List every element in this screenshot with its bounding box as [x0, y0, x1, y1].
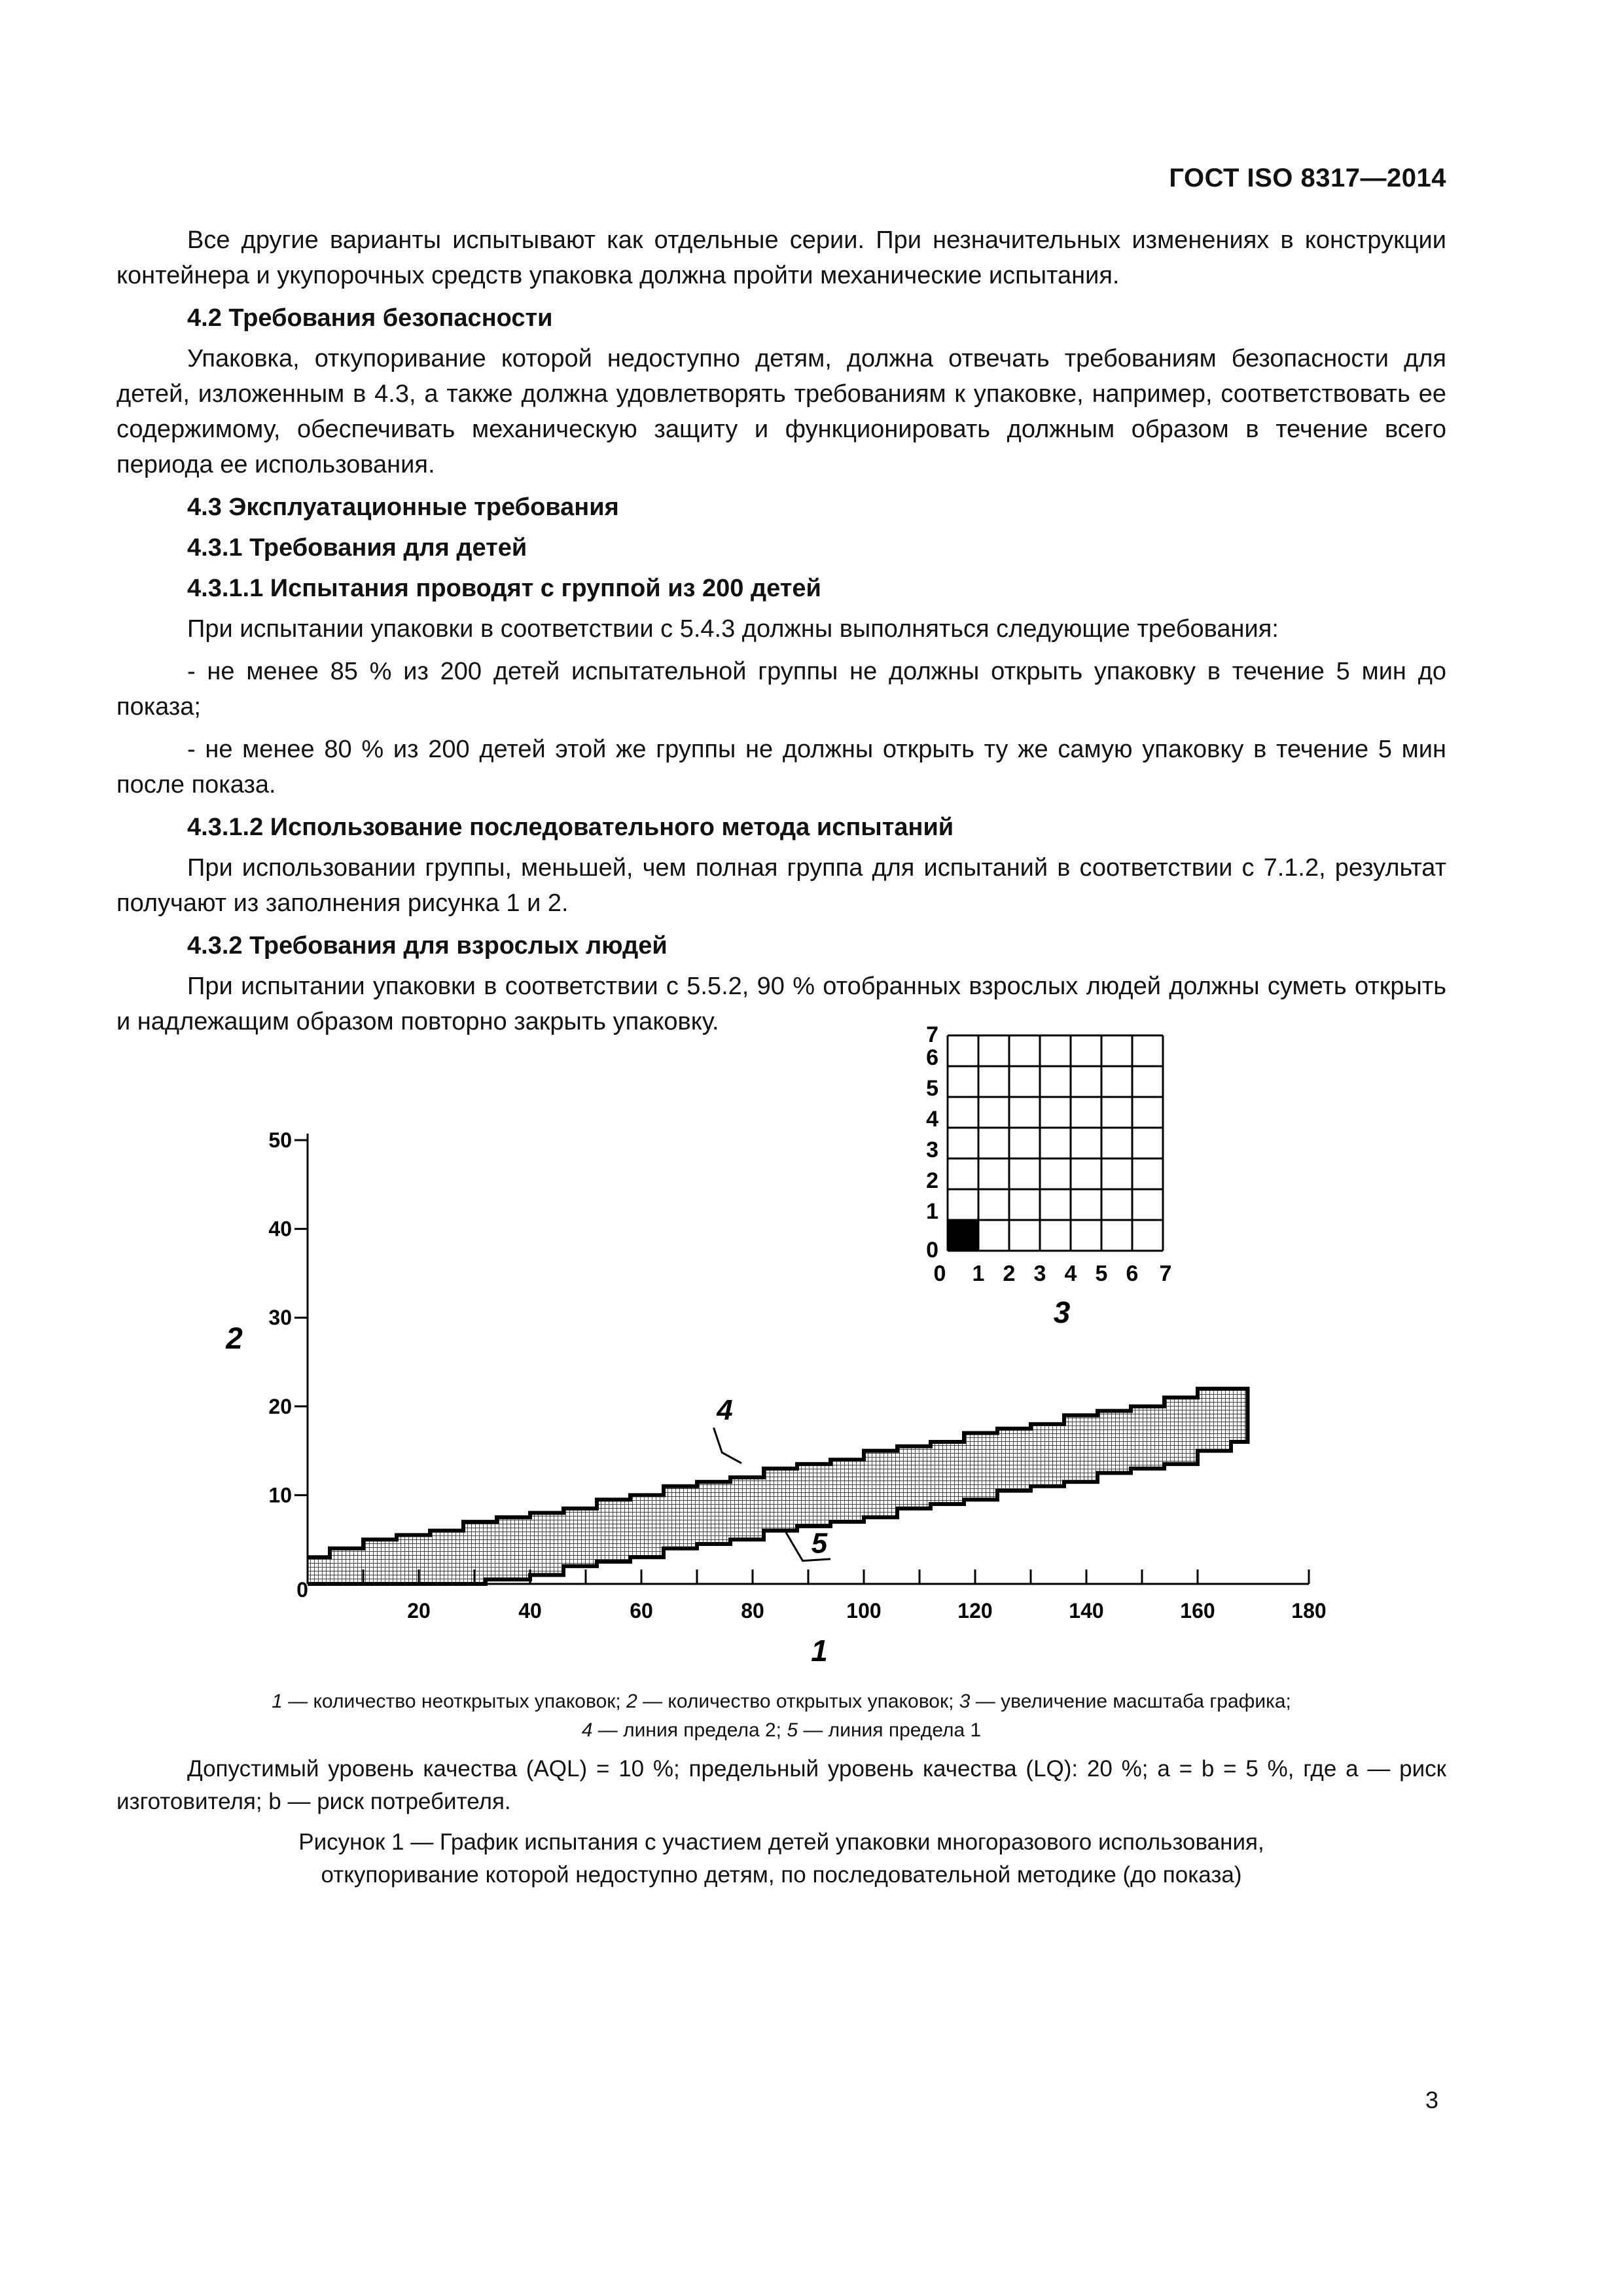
figure-title-line-1: Рисунок 1 — График испытания с участием детей упаковки многоразового использования, [298, 1829, 1264, 1855]
x-tick-label: 160 [1180, 1599, 1215, 1623]
callout-4: 4 [717, 1394, 733, 1427]
legend-text: — линия предела 1 [798, 1719, 982, 1741]
callout-4-leader [714, 1427, 742, 1463]
figure-title [116, 1826, 1446, 1892]
inset-x-tick-label: 6 [1126, 1261, 1139, 1286]
inset-x-tick-label: 4 [1064, 1261, 1077, 1286]
inset-x-tick-label: 7 [1159, 1261, 1172, 1286]
legend-text: — количество открытых упаковок; [637, 1691, 959, 1712]
paragraph: Все другие варианты испытывают как отдельные серии. При незначительных изменениях в конструкции контейнера и укупорочных средств упаковка должна пройти механические испытания. [116, 226, 1446, 289]
figure-1 [196, 1021, 1374, 1662]
acceptance-band [308, 1389, 1248, 1584]
legend-key: 2 [626, 1691, 637, 1712]
section-heading: 4.3 Эксплуатационные требования [187, 493, 619, 521]
x-tick-label: 180 [1291, 1599, 1327, 1623]
inset-y-tick-label: 1 [926, 1199, 938, 1224]
inset-y-tick-label: 4 [926, 1107, 938, 1132]
inset-y-tick-label: 6 [926, 1045, 938, 1070]
legend-line [116, 1716, 1446, 1745]
paragraph: - не менее 85 % из 200 детей испытательной группы не должны открыть упаковку в течение 5 мин до показа; [116, 658, 1446, 721]
inset-filled-cell [948, 1220, 978, 1251]
figure-note: Допустимый уровень качества (AQL) = 10 %; предельный уровень качества (LQ): 20 %; a = b = 5 %, где а — риск изготовителя; b — риск потребителя. [116, 1756, 1446, 1814]
figure-legend [116, 1687, 1446, 1745]
inset-x-tick-label: 3 [1033, 1261, 1046, 1286]
section-heading: 4.2 Требования безопасности [187, 304, 553, 332]
y-tick-label: 30 [268, 1306, 292, 1330]
x-tick-label: 80 [741, 1599, 764, 1623]
x-tick-label: 100 [846, 1599, 882, 1623]
main-chart [225, 1128, 1326, 1662]
y-tick-label: 40 [268, 1217, 292, 1241]
x-axis-label: 1 [811, 1634, 828, 1662]
legend-line [116, 1687, 1446, 1716]
paragraph: При испытании упаковки в соответствии с 5.4.3 должны выполняться следующие требования: [187, 615, 1279, 643]
callout-5: 5 [811, 1527, 828, 1560]
x-tick-label: 20 [407, 1599, 431, 1623]
inset-y-tick-label: 7 [926, 1022, 938, 1047]
inset-label: 3 [1053, 1295, 1071, 1329]
document-code-header: ГОСТ ISO 8317—2014 [1169, 164, 1446, 192]
inset-x-tick-label: 5 [1095, 1261, 1108, 1286]
paragraph: Упаковка, откупоривание которой недоступно детям, должна отвечать требованиям безопасности для детей, изложенным в 4.3, а также должна удовлетворять требованиям к упаковке, например, соответствовать ее содержимому, обеспечивать механическую защиту и функционировать должным образом в течение всего периода ее использования. [116, 345, 1446, 478]
legend-key: 1 [272, 1691, 283, 1712]
x-tick-label: 140 [1069, 1599, 1104, 1623]
inset-y-tick-label: 3 [926, 1138, 938, 1162]
legend-text: — линия предела 2; [592, 1719, 787, 1741]
figure-title-line-2: откупоривание которой недоступно детям, по последовательной методике (до показа) [321, 1862, 1242, 1888]
legend-key: 5 [787, 1719, 798, 1741]
inset-x-tick-label: 1 [972, 1261, 985, 1286]
page-number: 3 [1425, 2087, 1438, 2113]
legend-key: 4 [581, 1719, 593, 1741]
y-tick-label: 50 [268, 1128, 292, 1152]
section-heading: 4.3.1 Требования для детей [187, 534, 527, 562]
inset-x-tick-label: 0 [933, 1261, 946, 1286]
x-tick-label: 40 [518, 1599, 542, 1623]
inset-y-tick-label: 2 [926, 1168, 938, 1193]
x-tick-label: 120 [957, 1599, 993, 1623]
inset-y-tick-label: 5 [926, 1076, 938, 1101]
x-tick-label: 60 [630, 1599, 653, 1623]
legend-text: — количество неоткрытых упаковок; [282, 1691, 627, 1712]
paragraph: При использовании группы, меньшей, чем полная группа для испытаний в соответствии с 7.1.2, результат получают из заполнения рисунка 1 и 2. [116, 854, 1446, 917]
section-heading: 4.3.1.1 Испытания проводят с группой из 200 детей [187, 575, 821, 602]
paragraph: При испытании упаковки в соответствии с 5.5.2, 90 % отобранных взрослых людей должны суметь открыть и надлежащим образом повторно закрыть упаковку. [116, 973, 1446, 1035]
legend-text: — увеличение масштаба графика; [970, 1691, 1291, 1712]
legend-key: 3 [959, 1691, 971, 1712]
inset-y-tick-label: 0 [926, 1238, 938, 1263]
inset-x-tick-label: 2 [1003, 1261, 1016, 1286]
section-heading: 4.3.1.2 Использование последовательного метода испытаний [187, 814, 954, 841]
body-text [116, 223, 1446, 1047]
x-tick-label: 0 [296, 1578, 308, 1602]
y-axis-label: 2 [226, 1321, 243, 1355]
inset-chart [926, 1022, 1171, 1329]
paragraph: - не менее 80 % из 200 детей этой же группы не должны открыть ту же самую упаковку в течение 5 мин после показа. [116, 736, 1446, 798]
y-tick-label: 10 [268, 1483, 292, 1507]
section-heading: 4.3.2 Требования для взрослых людей [187, 932, 668, 960]
y-tick-label: 20 [268, 1394, 292, 1418]
